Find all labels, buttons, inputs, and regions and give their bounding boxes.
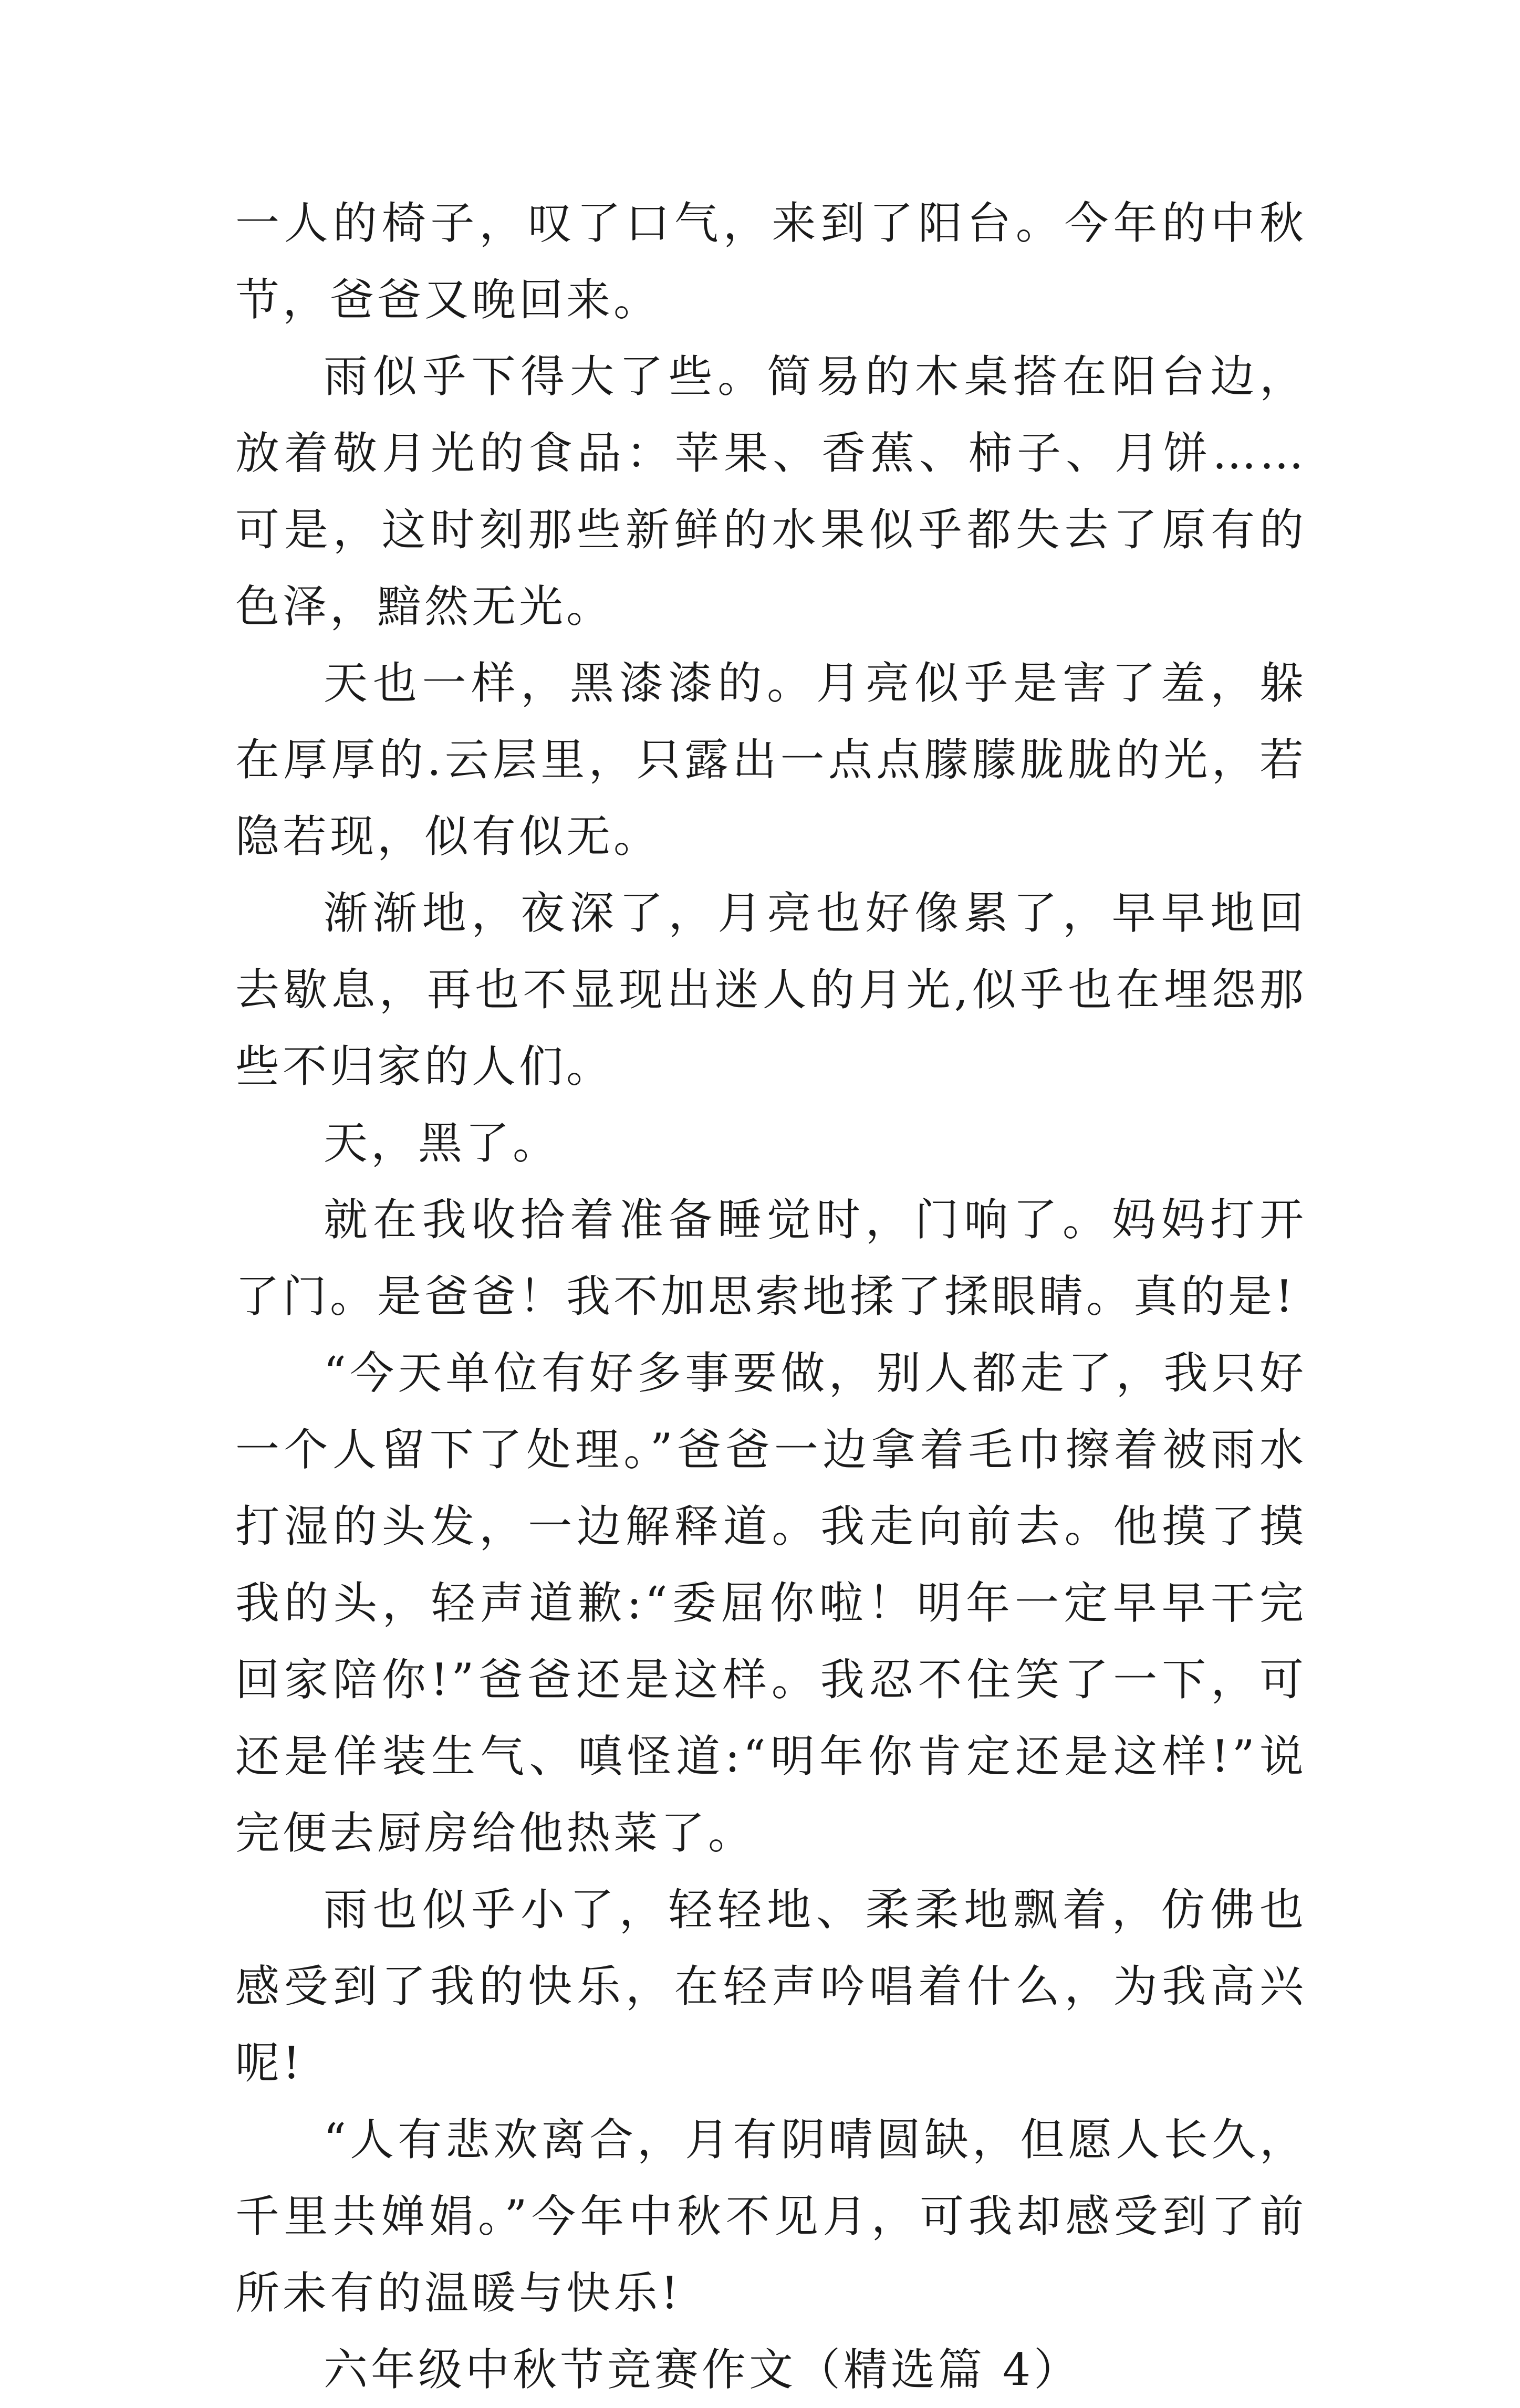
paragraph-quote: “人有悲欢离合，月有阴晴圆缺，但愿人长久，千里共婵娟。”今年中秋不见月，可我却感受到了前所未有的温暖与快乐!: [235, 2114, 1307, 2319]
paragraph-rain: 雨似乎下得大了些。简易的木桌搭在阳台边，放着敬月光的食品：苹果、香蕉、柿子、月饼……可是，这时刻那些新鲜的水果似乎都失去了原有的色泽，黯然无光。: [235, 351, 1307, 632]
paragraph-night: 渐渐地，夜深了，月亮也好像累了，早早地回去歇息，再也不显现出迷人的月光,似乎也在埋怨那些不归家的人们。: [235, 887, 1307, 1092]
paragraph-sky: 天也一样，黑漆漆的。月亮似乎是害了羞，躲在厚厚的.云层里，只露出一点点朦朦胧胧的光，若隐若现，似有似无。: [235, 657, 1307, 862]
paragraph-dark: 天，黑了。: [324, 1117, 560, 1169]
section-heading: 六年级中秋节竞赛作文（精选篇 4）: [324, 2344, 1081, 2395]
paragraph-rain-light: 雨也似乎小了，轻轻地、柔柔地飘着，仿佛也感受到了我的快乐，在轻声吟唱着什么，为我高兴呢!: [235, 1884, 1307, 2089]
paragraph-dialogue: “今天单位有好多事要做，别人都走了，我只好一个人留下了处理。”爸爸一边拿着毛巾擦着被雨水打湿的头发，一边解释道。我走向前去。他摸了摸我的头，轻声道歉:“委屈你啦！明年一定早早干完回家陪你!”爸爸还是这样。我忍不住笑了一下，可还是佯装生气、嗔怪道:“明年你肯定还是这样!”说完便去厨房给他热菜了。: [235, 1347, 1307, 1859]
essay-body: [235, 185, 1307, 2408]
paragraph-door: 就在我收拾着准备睡觉时，门响了。妈妈打开了门。是爸爸！我不加思索地揉了揉眼睛。真的是!: [235, 1194, 1307, 1322]
paragraph-continuation: 一人的椅子，叹了口气，来到了阳台。今年的中秋节，爸爸又晚回来。: [235, 197, 1307, 326]
